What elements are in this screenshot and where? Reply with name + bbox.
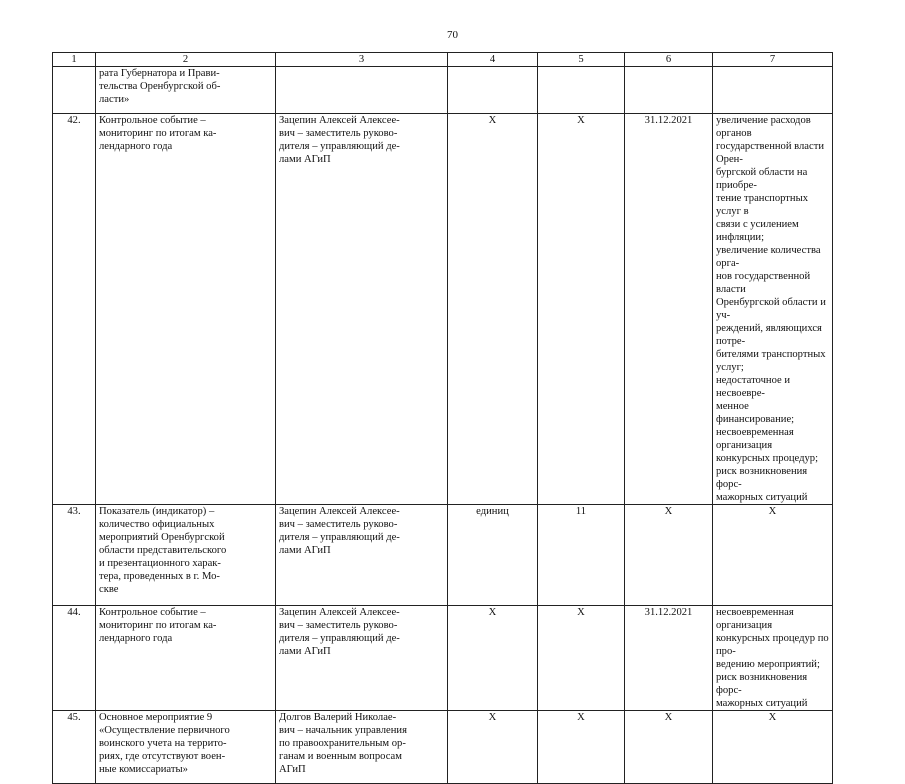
column-number-row bbox=[53, 53, 833, 67]
responsible-cell: Зацепин Алексей Алексее- вич – заместитель руково- дителя – управляющий де- лами АГиП bbox=[276, 505, 448, 606]
unit-cell: Х bbox=[448, 114, 538, 505]
row-number-cell: 43. bbox=[53, 505, 96, 606]
responsible-cell: Зацепин Алексей Алексее- вич – заместитель руково- дителя – управляющий де- лами АГиП bbox=[276, 114, 448, 505]
measures-table bbox=[52, 52, 833, 784]
responsible-cell: Долгов Валерий Николае- вич – начальник управления по правоохранительным ор- ганам и военным вопросам АГиП bbox=[276, 711, 448, 784]
date-cell: Х bbox=[625, 505, 713, 606]
date-cell: 31.12.2021 bbox=[625, 606, 713, 711]
page-number: 70 bbox=[447, 29, 458, 41]
unit-cell: Х bbox=[448, 711, 538, 784]
column-header: 6 bbox=[625, 53, 713, 67]
responsible-cell bbox=[276, 67, 448, 114]
date-cell: 31.12.2021 bbox=[625, 114, 713, 505]
measure-name-cell: Показатель (индикатор) – количество официальных мероприятий Оренбургской области представительского и презентационного харак- тера, проведенных в г. Мо- скве bbox=[96, 505, 276, 606]
date-cell: Х bbox=[625, 711, 713, 784]
column-header: 3 bbox=[276, 53, 448, 67]
risks-cell: Х bbox=[713, 505, 833, 606]
row-number-cell: 44. bbox=[53, 606, 96, 711]
table-row bbox=[53, 114, 833, 505]
column-header: 2 bbox=[96, 53, 276, 67]
column-header: 7 bbox=[713, 53, 833, 67]
value-cell: Х bbox=[538, 114, 625, 505]
value-cell bbox=[538, 67, 625, 114]
risks-cell bbox=[713, 67, 833, 114]
measure-name-cell: Основное мероприятие 9 «Осуществление первичного воинского учета на террито- риях, где отсутствуют воен- ные комиссариаты» bbox=[96, 711, 276, 784]
column-header: 5 bbox=[538, 53, 625, 67]
risks-cell: увеличение расходов органов государственной власти Орен- бургской области на приобре- тение транспортных услуг в связи с усилением инфляции; увеличение количества орга- нов государственной власти Оренбургской области и уч- реждений, являющихся потре- бителями транспортных услуг; недостаточное и несвоевре- менное финансирование; несвоевременная организация конкурсных процедур; риск возникновения форс- мажорных ситуаций bbox=[713, 114, 833, 505]
value-cell: Х bbox=[538, 711, 625, 784]
row-number-cell: 42. bbox=[53, 114, 96, 505]
responsible-cell: Зацепин Алексей Алексее- вич – заместитель руково- дителя – управляющий де- лами АГиП bbox=[276, 606, 448, 711]
measure-name-cell: Контрольное событие – мониторинг по итогам ка- лендарного года bbox=[96, 114, 276, 505]
measure-name-cell: Контрольное событие – мониторинг по итогам ка- лендарного года bbox=[96, 606, 276, 711]
table-row bbox=[53, 67, 833, 114]
unit-cell: единиц bbox=[448, 505, 538, 606]
row-number-cell: 45. bbox=[53, 711, 96, 784]
date-cell bbox=[625, 67, 713, 114]
table-row bbox=[53, 711, 833, 784]
table-row bbox=[53, 606, 833, 711]
column-header: 4 bbox=[448, 53, 538, 67]
measure-name-cell: рата Губернатора и Прави- тельства Оренбургской об- ласти» bbox=[96, 67, 276, 114]
value-cell: Х bbox=[538, 606, 625, 711]
unit-cell bbox=[448, 67, 538, 114]
unit-cell: Х bbox=[448, 606, 538, 711]
table-row bbox=[53, 505, 833, 606]
column-header: 1 bbox=[53, 53, 96, 67]
risks-cell: несвоевременная организация конкурсных процедур по про- ведению мероприятий; риск возникновения форс- мажорных ситуаций bbox=[713, 606, 833, 711]
row-number-cell bbox=[53, 67, 96, 114]
risks-cell: Х bbox=[713, 711, 833, 784]
value-cell: 11 bbox=[538, 505, 625, 606]
